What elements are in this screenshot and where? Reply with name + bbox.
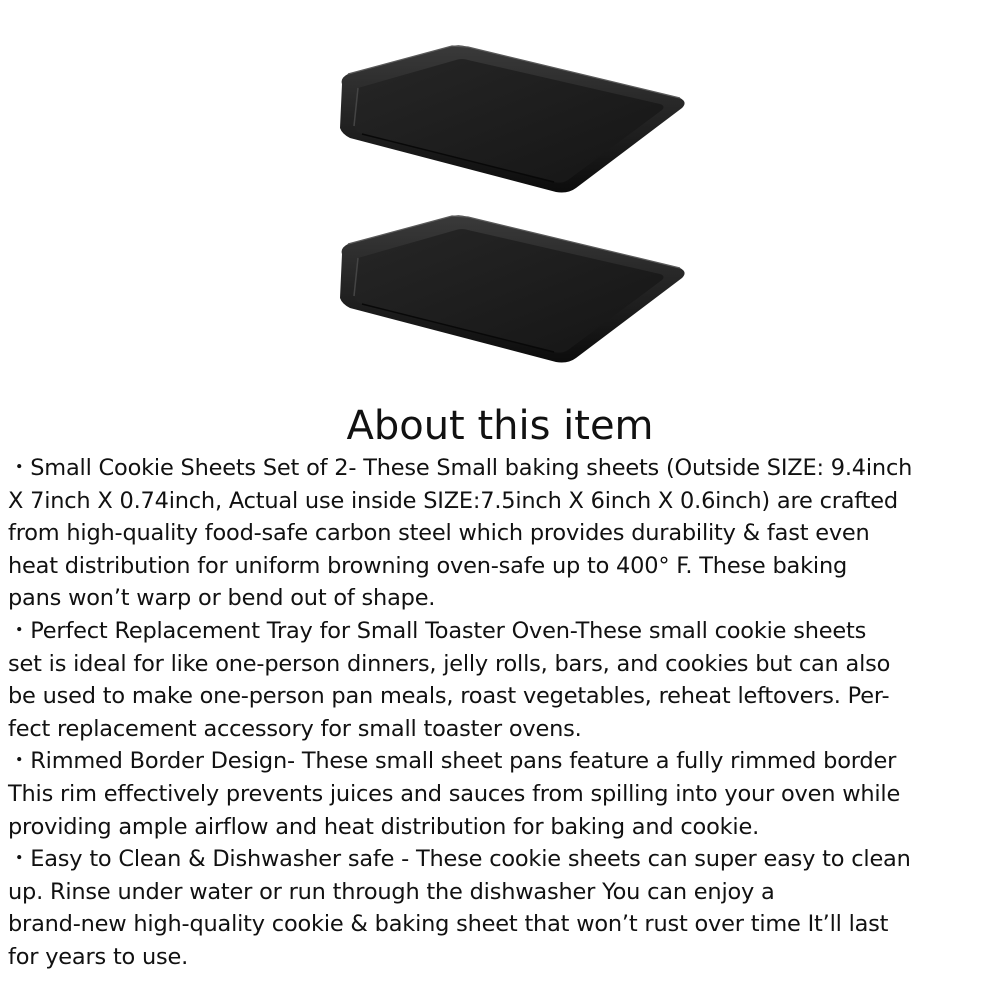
- description-line: ・Perfect Replacement Tray for Small Toaster Oven-These small cookie sheets: [8, 617, 867, 644]
- description-line: pans won’t warp or bend out of shape.: [8, 585, 436, 612]
- baking-sheet-bottom: [340, 215, 685, 362]
- description-line: brand-new high-quality cookie & baking sheet that won’t rust over time It’ll last: [8, 911, 889, 938]
- description-text: [8, 452, 998, 974]
- description-line: set is ideal for like one-person dinners, jelly rolls, bars, and cookies but can also: [8, 650, 891, 677]
- description-line: heat distribution for uniform browning oven-safe up to 400° F. These baking: [8, 552, 848, 579]
- section-heading: About this item: [346, 403, 654, 449]
- description-line: ・Small Cookie Sheets Set of 2- These Small baking sheets (Outside SIZE: 9.4inch: [8, 455, 913, 481]
- description-line: up. Rinse under water or run through the dishwasher You can enjoy a: [8, 878, 775, 905]
- description-line: be used to make one-person pan meals, roast vegetables, reheat leftovers. Per-: [8, 683, 890, 710]
- description-line: providing ample airflow and heat distribution for baking and cookie.: [8, 813, 760, 840]
- description-line: from high-quality food-safe carbon steel which provides durability & fast even: [8, 520, 870, 547]
- description-line: ・Rimmed Border Design- These small sheet pans feature a fully rimmed border: [8, 748, 897, 775]
- description-line: X 7inch X 0.74inch, Actual use inside SIZE:7.5inch X 6inch X 0.6inch) are crafted: [8, 487, 898, 514]
- description-line: ・Easy to Clean & Dishwasher safe - These cookie sheets can super easy to clean: [8, 846, 911, 873]
- baking-sheets-image: [300, 38, 700, 378]
- baking-sheet-top: [340, 45, 685, 192]
- description-line: This rim effectively prevents juices and sauces from spilling into your oven while: [8, 780, 901, 807]
- description-line: fect replacement accessory for small toaster ovens.: [8, 715, 582, 742]
- description-line: for years to use.: [8, 943, 189, 970]
